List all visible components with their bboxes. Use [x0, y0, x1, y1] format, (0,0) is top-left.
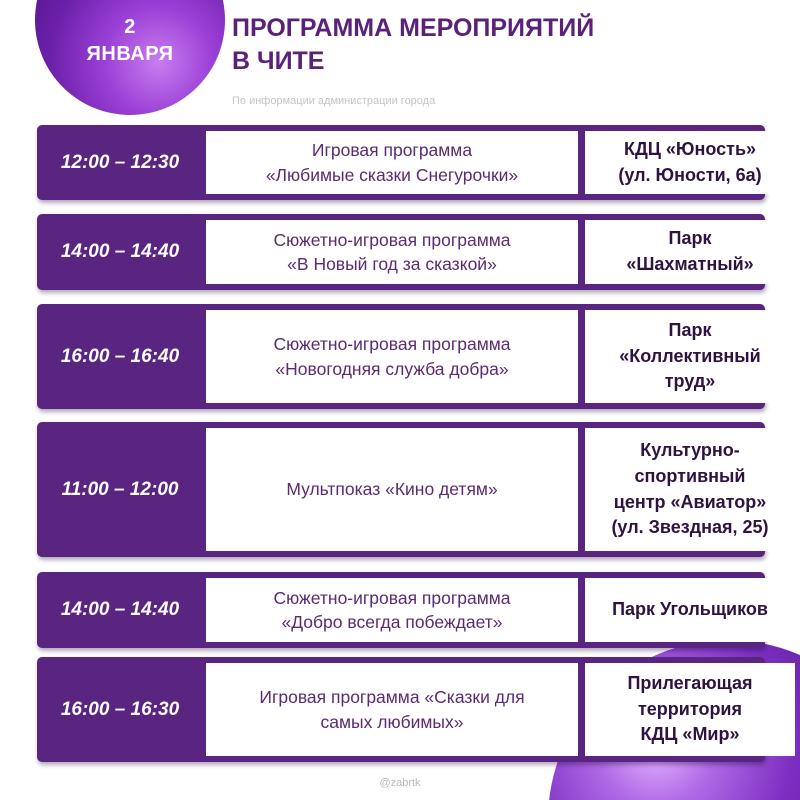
- event-program-line: «В Новый год за сказкой»: [287, 254, 497, 274]
- title-line-2: В ЧИТЕ: [232, 46, 325, 75]
- event-time: 14:00 – 14:40: [60, 241, 180, 262]
- event-place: [585, 578, 795, 642]
- event-row: [37, 304, 765, 409]
- event-program: [206, 578, 578, 642]
- footer-handle: @zabrtk: [379, 777, 421, 789]
- event-program: [206, 310, 578, 403]
- event-row: [37, 214, 765, 290]
- event-program: [206, 428, 578, 551]
- event-program: [206, 131, 578, 194]
- event-place-line: центр «Авиатор»: [613, 491, 767, 512]
- event-time: 16:00 – 16:40: [60, 345, 180, 367]
- event-row: [37, 657, 765, 762]
- event-row: [37, 422, 769, 557]
- event-program-line: Сюжетно-игровая программа: [273, 229, 511, 250]
- event-row: [37, 125, 765, 200]
- event-place-line: труд»: [664, 371, 716, 392]
- event-place-line: Парк Угольщиков: [612, 599, 768, 620]
- event-place-line: КДЦ «Юность»: [623, 138, 757, 159]
- event-program-line: Мультпоказ «Кино детям»: [286, 479, 498, 500]
- event-place-line: Культурно-: [640, 440, 740, 461]
- source-note: По информации администрации города: [232, 95, 436, 107]
- event-program-line: самых любимых»: [320, 711, 464, 732]
- event-place: [585, 663, 795, 756]
- event-place: [585, 428, 795, 551]
- event-place-line: спортивный: [634, 465, 746, 486]
- event-place: [585, 131, 795, 194]
- event-place-line: территория: [637, 698, 743, 719]
- event-place-line: «Коллективный: [619, 345, 761, 366]
- event-program-line: «Новогодняя служба добра»: [275, 358, 509, 379]
- event-time: 11:00 – 12:00: [61, 478, 179, 500]
- date-badge: [35, 0, 225, 80]
- event-row: [37, 572, 768, 648]
- event-place-line: Парк: [668, 228, 712, 249]
- event-place-line: КДЦ «Мир»: [640, 724, 740, 745]
- event-program: [206, 220, 578, 284]
- event-program-line: «Добро всегда побеждает»: [281, 612, 503, 632]
- event-place-line: «Шахматный»: [626, 254, 754, 274]
- date-month: ЯНВАРЯ: [86, 43, 174, 65]
- event-program-line: Игровая программа «Сказки для: [259, 687, 525, 707]
- event-time: 14:00 – 14:40: [60, 599, 180, 620]
- event-place-line: Парк: [668, 320, 712, 341]
- event-time: 12:00 – 12:30: [60, 151, 180, 173]
- title-line-1: ПРОГРАММА МЕРОПРИЯТИЙ: [232, 14, 595, 42]
- event-place-line: (ул. Юности, 6а): [618, 164, 762, 185]
- event-program-line: Сюжетно-игровая программа: [273, 587, 511, 608]
- event-place: [585, 220, 795, 284]
- page-title: [232, 12, 594, 77]
- date-day: 2: [124, 16, 136, 38]
- event-place: [585, 310, 795, 403]
- event-time: 16:00 – 16:30: [60, 698, 180, 720]
- event-place-line: (ул. Звездная, 25): [611, 517, 769, 538]
- event-program-line: Сюжетно-игровая программа: [273, 334, 511, 354]
- event-place-line: Прилегающая: [627, 673, 753, 694]
- event-program-line: «Любимые сказки Снегурочки»: [265, 164, 519, 185]
- event-program-line: Игровая программа: [311, 140, 473, 160]
- event-program: [206, 663, 578, 756]
